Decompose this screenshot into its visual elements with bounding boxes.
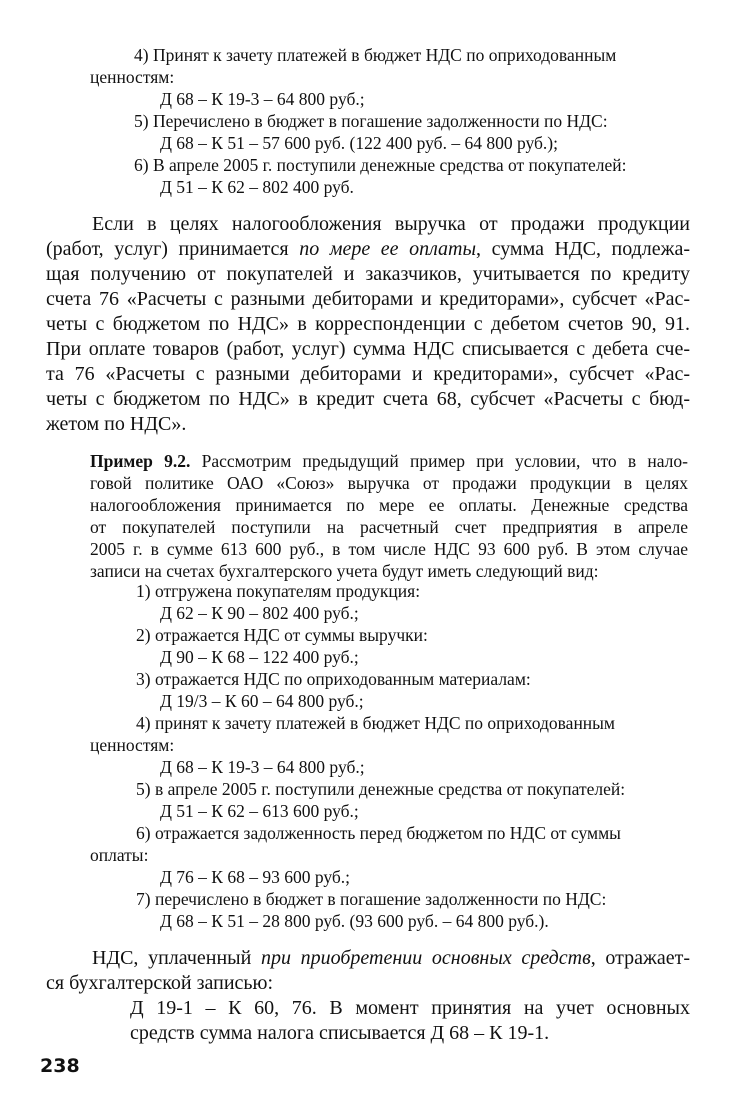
- example-item-4-line1: 4) принят к зачету платежей в бюджет НДС по оприходованным: [136, 713, 616, 733]
- para1-line9: жетом по НДС».: [46, 413, 187, 435]
- para2-line4: средств сумма налога списывается Д 68 – К 19-1.: [130, 1022, 550, 1044]
- list-item-6: 6) В апреле 2005 г. поступили денежные средства от покупателей:: [134, 155, 627, 175]
- example-item-1: 1) отгружена покупателям продукция:: [136, 581, 421, 601]
- list-item-6-entry: Д 51 – К 62 – 802 400 руб.: [160, 177, 354, 197]
- example-item-4-entry: Д 68 – К 19-3 – 64 800 руб.;: [160, 757, 365, 777]
- para1-line1: Если в целях налогообложения выручка от продажи продукции: [92, 213, 690, 235]
- example-line6: записи на счетах бухгалтерского учета будут иметь следующий вид:: [90, 561, 599, 581]
- para2-line1: НДС, уплаченный при приобретении основных средств, отражает-: [92, 947, 690, 969]
- para1-line6: При оплате товаров (работ, услуг) сумма НДС списывается с дебета сче-: [46, 338, 690, 360]
- example-item-1-entry: Д 62 – К 90 – 802 400 руб.;: [160, 603, 359, 623]
- example-line4: от покупателей поступили на расчетный счет предприятия в апреле: [90, 517, 688, 537]
- example-item-2: 2) отражается НДС от суммы выручки:: [136, 625, 428, 645]
- example-item-6-line1: 6) отражается задолженность перед бюджетом по НДС от суммы: [136, 823, 621, 843]
- list-item-5: 5) Перечислено в бюджет в погашение задолженности по НДС:: [134, 111, 608, 131]
- example-item-4-line2: ценностям:: [90, 735, 175, 755]
- example-line3: налогообложения принимается по мере ее оплаты. Денежные средства: [90, 495, 688, 515]
- page-number: 238: [40, 1055, 80, 1077]
- example-item-3-entry: Д 19/3 – К 60 – 64 800 руб.;: [160, 691, 364, 711]
- para1-line8: четы с бюджетом по НДС» в кредит счета 68, субсчет «Расчеты с бюд-: [46, 388, 690, 410]
- para1-line4: счета 76 «Расчеты с разными дебиторами и кредиторами», субсчет «Рас-: [46, 288, 690, 310]
- example-line5: 2005 г. в сумме 613 600 руб., в том числе НДС 93 600 руб. В этом случае: [90, 539, 688, 559]
- para1-line3: щая получению от покупателей и заказчиков, учитывается по кредиту: [46, 263, 690, 285]
- example-item-2-entry: Д 90 – К 68 – 122 400 руб.;: [160, 647, 359, 667]
- example-item-5-entry: Д 51 – К 62 – 613 600 руб.;: [160, 801, 359, 821]
- para1-line7: та 76 «Расчеты с разными дебиторами и кредиторами», субсчет «Рас-: [46, 363, 690, 385]
- example-item-7: 7) перечислено в бюджет в погашение задолженности по НДС:: [136, 889, 607, 909]
- para2-line3: Д 19-1 – К 60, 76. В момент принятия на учет основных: [130, 997, 690, 1019]
- list-item-5-entry: Д 68 – К 51 – 57 600 руб. (122 400 руб. – 64 800 руб.);: [160, 133, 558, 153]
- list-item-4-line1: 4) Принят к зачету платежей в бюджет НДС по оприходованным: [134, 45, 617, 65]
- para1-emphasis: по мере ее оплаты: [299, 238, 477, 260]
- example-label: Пример 9.2.: [90, 451, 191, 471]
- para1-line2: (работ, услуг) принимается по мере ее оплаты, сумма НДС, подлежа-: [46, 238, 691, 260]
- list-item-4-line2: ценностям:: [90, 67, 175, 87]
- para2-emphasis: при приобретении основных средств: [260, 947, 591, 969]
- example-item-3: 3) отражается НДС по оприходованным материалам:: [136, 669, 531, 689]
- example-item-5: 5) в апреле 2005 г. поступили денежные средства от покупателей:: [136, 779, 626, 799]
- list-item-4-entry: Д 68 – К 19-3 – 64 800 руб.;: [160, 89, 365, 109]
- example-item-6-line2: оплаты:: [90, 845, 149, 865]
- para2-line2: ся бухгалтерской записью:: [46, 972, 274, 994]
- example-item-6-entry: Д 76 – К 68 – 93 600 руб.;: [160, 867, 351, 887]
- example-item-7-entry: Д 68 – К 51 – 28 800 руб. (93 600 руб. – 64 800 руб.).: [160, 911, 549, 931]
- para1-line5: четы с бюджетом по НДС» в корреспонденции с дебетом счетов 90, 91.: [46, 313, 690, 335]
- example-line2: говой политике ОАО «Союз» выручка от продажи продукции в целях: [90, 473, 688, 493]
- example-line1: Пример 9.2. Рассмотрим предыдущий пример при условии, что в нало-: [90, 451, 688, 471]
